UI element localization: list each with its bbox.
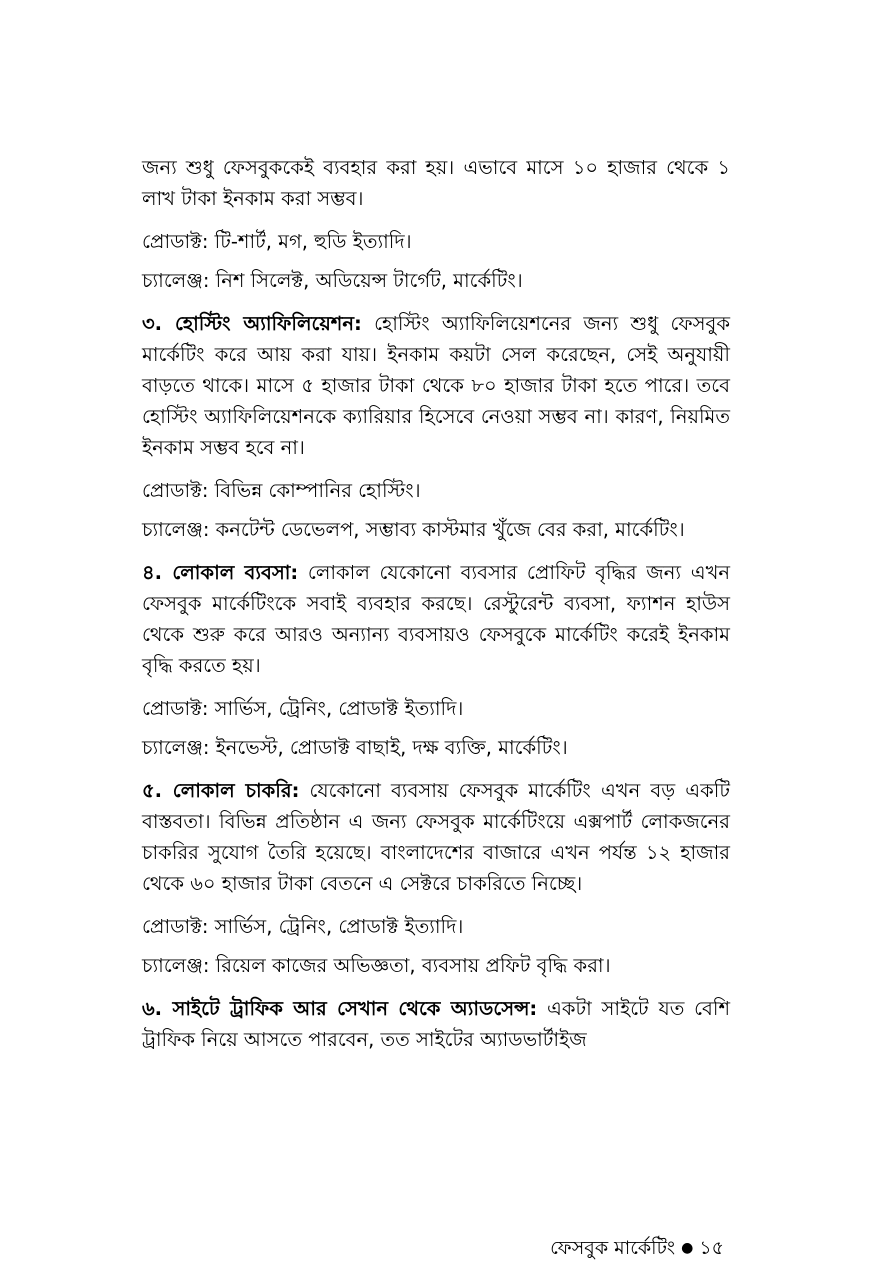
section-6-paragraph <box>142 993 730 1055</box>
section-4-product: প্রোডাক্ট: সার্ভিস, ট্রেনিং, প্রোডাক্ট ইত্যাদি। <box>142 697 464 720</box>
page-footer <box>550 1236 724 1260</box>
section-3-paragraph <box>142 308 730 463</box>
section-4-challenge: চ্যালেঞ্জ: ইনভেস্ট, প্রোডাক্ট বাছাই, দক্ষ ব্যক্তি, মার্কেটিং। <box>142 736 568 759</box>
section-5-challenge: চ্যালেঞ্জ: রিয়েল কাজের অভিজ্ঞতা, ব্যবসায় প্রফিট বৃদ্ধি করা। <box>142 954 611 977</box>
section-3-heading: ৩. হোস্টিং অ্যাফিলিয়েশন: <box>142 312 362 335</box>
section-5-paragraph <box>142 775 730 899</box>
section-4-body: লোকাল যেকোনো ব্যবসার প্রোফিট বৃদ্ধির জন্য এখন ফেসবুক মার্কেটিংকে সবাই ব্যবহার করছে। রেস্টুরেন্ট ব্যবসা, ফ্যাশন হাউস থেকে শুরু করে আরও অন্যান্য ব্যবসায়ও ফেসবুকে মার্কেটিং করেই ইনকাম বৃদ্ধি করতে হয়। <box>142 561 731 677</box>
page-body <box>142 152 730 1067</box>
section-5-heading: ৫. লোকাল চাকরি: <box>142 779 300 802</box>
section-3-body: হোস্টিং অ্যাফিলিয়েশনের জন্য শুধু ফেসবুক মার্কেটিং করে আয় করা যায়। ইনকাম কয়টা সেল করেছেন, সেই অনুযায়ী বাড়তে থাকে। মাসে ৫ হাজার টাকা থেকে ৮০ হাজার টাকা হতে পারে। তবে হোস্টিং অ্যাফিলিয়েশনকে ক্যারিয়ার হিসেবে নেওয়া সম্ভব না। কারণ, নিয়মিত ইনকাম সম্ভব হবে না। <box>142 312 730 459</box>
section-5-body: যেকোনো ব্যবসায় ফেসবুক মার্কেটিং এখন বড় একটি বাস্তবতা। বিভিন্ন প্রতিষ্ঠান এ জন্য ফেসবুক মার্কেটিংয়ে এক্সপার্ট লোকজনের চাকরির সুযোগ তৈরি হয়েছে। বাংলাদেশের বাজারে এখন পর্যন্ত ১২ হাজার থেকে ৬০ হাজার টাকা বেতনে এ সেক্টরে চাকরিতে নিচ্ছে। <box>142 779 730 895</box>
intro-challenge: চ্যালেঞ্জ: নিশ সিলেক্ট, অডিয়েন্স টার্গেট, মার্কেটিং। <box>142 269 523 292</box>
intro-product: প্রোডাক্ট: টি-শার্ট, মগ, হুডি ইত্যাদি। <box>142 230 412 253</box>
section-6-body: একটা সাইটে যত বেশি ট্রাফিক নিয়ে আসতে পারবেন, তত সাইটের অ্যাডভার্টাইজ <box>142 997 730 1051</box>
section-4-paragraph <box>142 557 730 681</box>
footer-title: ফেসবুক মার্কেটিং <box>550 1237 676 1259</box>
section-5-product: প্রোডাক্ট: সার্ভিস, ট্রেনিং, প্রোডাক্ট ইত্যাদি। <box>142 915 464 938</box>
section-3-product: প্রোডাক্ট: বিভিন্ন কোম্পানির হোস্টিং। <box>142 479 421 502</box>
intro-paragraph: জন্য শুধু ফেসবুককেই ব্যবহার করা হয়। এভাবে মাসে ১০ হাজার থেকে ১ লাখ টাকা ইনকাম করা সম্ভব। <box>142 156 730 210</box>
footer-separator: ● <box>681 1240 694 1256</box>
section-6-heading: ৬. সাইটে ট্রাফিক আর সেখান থেকে অ্যাডসেন্স: <box>142 997 538 1020</box>
section-4-heading: ৪. লোকাল ব্যবসা: <box>142 561 299 584</box>
page-number: ১৫ <box>699 1237 724 1259</box>
section-3-challenge: চ্যালেঞ্জ: কনটেন্ট ডেভেলপ, সম্ভাব্য কাস্টমার খুঁজে বের করা, মার্কেটিং। <box>142 518 685 541</box>
